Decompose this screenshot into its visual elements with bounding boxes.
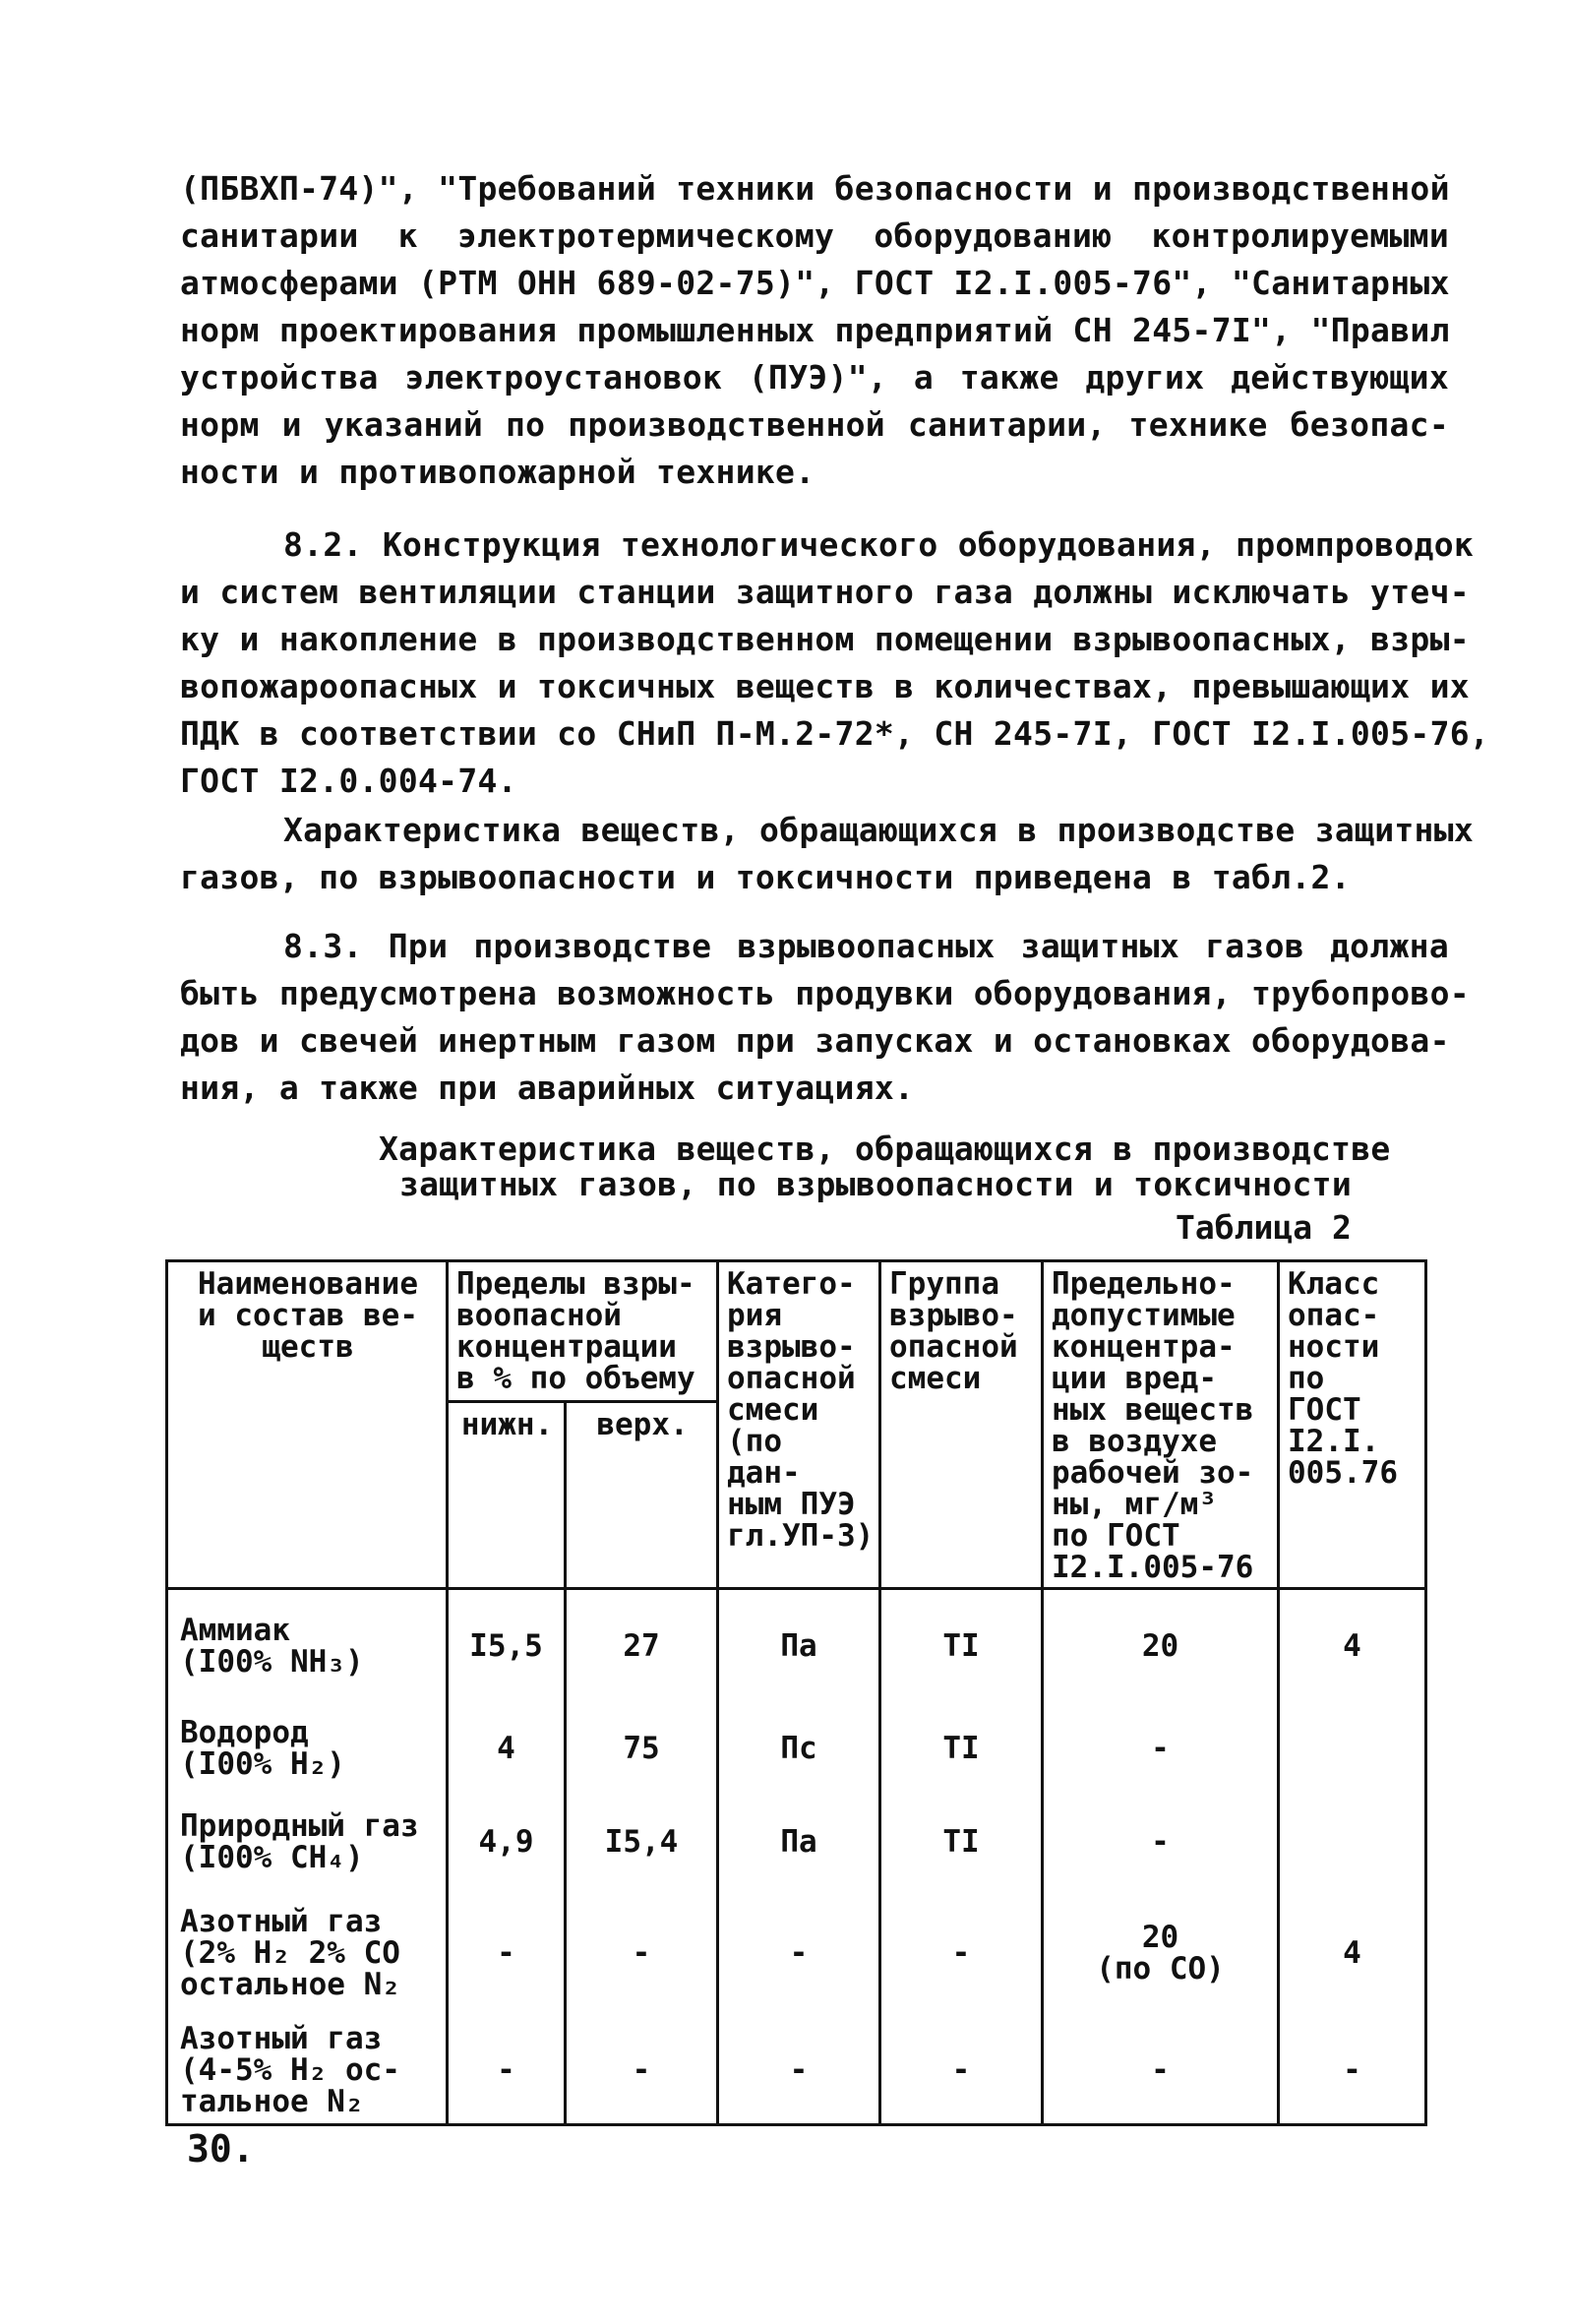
paragraph-8-2 [180, 521, 1490, 805]
paragraph-standards-list [180, 165, 1449, 496]
cell-category: Па [718, 1589, 880, 1702]
cell-category: Пс [718, 1702, 880, 1796]
header-mpc: Предельно- допустимые концентра- ции вред- ных веществ в воздухе рабочей зо- ны, мг/м³ по ГОСТ I2.I.005-76 [1043, 1261, 1279, 1589]
cell-mpc: - [1043, 1702, 1279, 1796]
header-group: Группа взрыво- опасной смеси [880, 1261, 1043, 1589]
header-limits: Пределы взры- воопасной концентрации в % по объему [448, 1261, 718, 1402]
cell-mpc: - [1043, 2017, 1279, 2125]
cell-lower: 4 [448, 1702, 566, 1796]
cell-group: - [880, 1889, 1043, 2017]
table-row [167, 1702, 1426, 1796]
cell-upper: - [566, 2017, 718, 2125]
header-name: Наименование и состав ве- ществ [167, 1261, 448, 1589]
cell-name: Азотный газ (2% H₂ 2% CO остальное N₂ [167, 1889, 448, 2017]
cell-upper: 27 [566, 1589, 718, 1702]
paragraph-8-3 [180, 923, 1470, 1112]
table-caption-line2: защитных газов, по взрывоопасности и токсичности [398, 1165, 1353, 1203]
cell-hazard-class: 4 [1279, 1589, 1426, 1702]
cell-lower: - [448, 1889, 566, 2017]
cell-name: Водород (I00% H₂) [167, 1702, 448, 1796]
cell-hazard-class: - [1279, 2017, 1426, 2125]
text-line: устройства электроустановок (ПУЭ)", а также других действующих [180, 358, 1449, 397]
cell-mpc: 20 [1043, 1589, 1279, 1702]
cell-lower: - [448, 2017, 566, 2125]
table-row [167, 1796, 1426, 1889]
text-line: ку и накопление в производственном помещении взрывоопасных, взры- [180, 620, 1470, 658]
cell-name: Азотный газ (4-5% H₂ ос- тальное N₂ [167, 2017, 448, 2125]
cell-category: - [718, 2017, 880, 2125]
table-caption [379, 1130, 1391, 1203]
text-line: и систем вентиляции станции защитного газа должны исключать утеч- [180, 573, 1470, 611]
text-line: 8.2. Конструкция технологического оборудования, промпроводок [283, 525, 1475, 564]
header-lower: нижн. [448, 1402, 566, 1589]
cell-mpc: - [1043, 1796, 1279, 1889]
text-line: (ПБВХП-74)", "Требований техники безопасности и производственной [180, 169, 1450, 208]
cell-name: Природный газ (I00% CH₄) [167, 1796, 448, 1889]
cell-group: - [880, 2017, 1043, 2125]
header-upper: верх. [566, 1402, 718, 1589]
text-line: ния, а также при аварийных ситуациях. [180, 1069, 915, 1107]
table-caption-line1: Характеристика веществ, обращающихся в производстве [379, 1130, 1391, 1168]
text-line: 8.3. При производстве взрывоопасных защитных газов должна [283, 927, 1449, 965]
cell-upper: I5,4 [566, 1796, 718, 1889]
text-line: норм проектирования промышленных предприятий СН 245-7I", "Правил [180, 311, 1450, 349]
cell-group: TI [880, 1702, 1043, 1796]
cell-group: TI [880, 1589, 1043, 1702]
cell-upper: - [566, 1889, 718, 2017]
text-line: санитарии к электротермическому оборудованию контролируемыми [180, 216, 1449, 255]
text-line: ГОСТ I2.0.004-74. [180, 762, 517, 800]
cell-hazard-class [1279, 1702, 1426, 1796]
text-line: ПДК в соответствии со СНиП П-М.2-72*, СН 245-7I, ГОСТ I2.I.005-76, [180, 714, 1490, 753]
cell-upper: 75 [566, 1702, 718, 1796]
text-line: атмосферами (РТМ ОНН 689-02-75)", ГОСТ I2.I.005-76", "Санитарных [180, 264, 1450, 302]
text-line: норм и указаний по производственной санитарии, технике безопас- [180, 405, 1449, 444]
cell-mpc: 20 (по CO) [1043, 1889, 1279, 2017]
header-hazard-class: Класс опас- ности по ГОСТ I2.I. 005.76 [1279, 1261, 1426, 1589]
table-row [167, 1589, 1426, 1702]
cell-category: Па [718, 1796, 880, 1889]
page-number: 30. [187, 2127, 255, 2171]
table-row [167, 1889, 1426, 2017]
cell-name: Аммиак (I00% NH₃) [167, 1589, 448, 1702]
table-number-label: Таблица 2 [1176, 1208, 1352, 1247]
cell-group: TI [880, 1796, 1043, 1889]
text-line: Характеристика веществ, обращающихся в производстве защитных [283, 811, 1475, 849]
text-line: вопожароопасных и токсичных веществ в количествах, превышающих их [180, 667, 1470, 705]
cell-lower: I5,5 [448, 1589, 566, 1702]
text-line: дов и свечей инертным газом при запусках и остановках оборудова- [180, 1021, 1450, 1060]
text-line: быть предусмотрена возможность продувки оборудования, трубопрово- [180, 974, 1470, 1012]
text-line: газов, по взрывоопасности и токсичности приведена в табл.2. [180, 858, 1351, 896]
header-category: Катего- рия взрыво- опасной смеси (по дан- ным ПУЭ гл.УП-3) [718, 1261, 880, 1589]
cell-hazard-class [1279, 1796, 1426, 1889]
paragraph-table-reference [180, 807, 1475, 901]
cell-category: - [718, 1889, 880, 2017]
cell-lower: 4,9 [448, 1796, 566, 1889]
text-line: ности и противопожарной технике. [180, 453, 815, 491]
hazard-table [165, 1259, 1427, 2126]
cell-hazard-class: 4 [1279, 1889, 1426, 2017]
table-row [167, 2017, 1426, 2125]
